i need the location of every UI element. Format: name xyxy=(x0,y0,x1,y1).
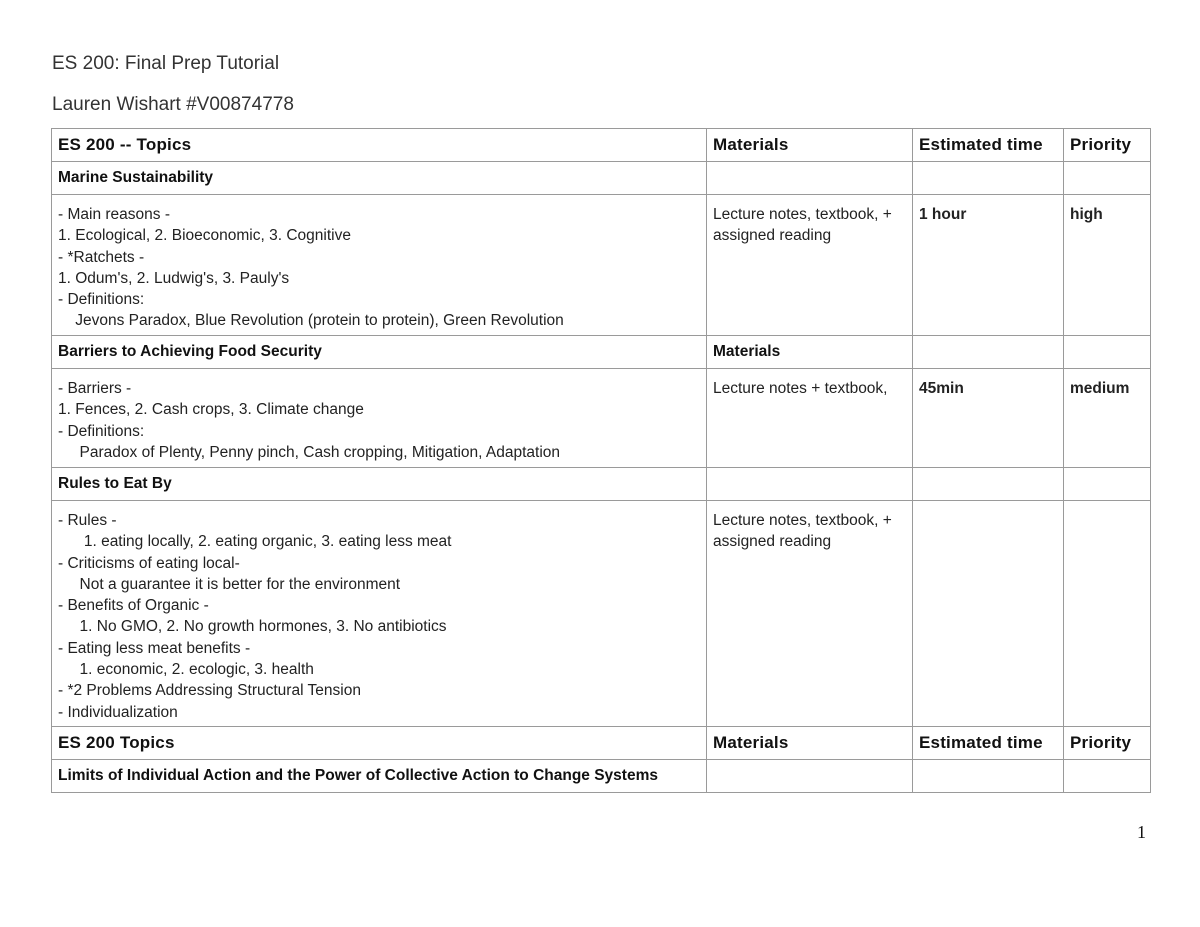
table-header-row xyxy=(52,129,1151,162)
note-line: - Definitions: xyxy=(58,422,145,440)
header-materials: Materials xyxy=(707,727,913,760)
empty-cell xyxy=(707,760,913,793)
section-title-rules: Rules to Eat By xyxy=(52,468,707,501)
materials-cell: Lecture notes, textbook, + assigned reading xyxy=(707,501,913,727)
note-line: 1. Fences, 2. Cash crops, 3. Climate change xyxy=(58,401,364,419)
table-row xyxy=(52,195,1151,336)
section-row-rules xyxy=(52,468,1151,501)
section-row-barriers xyxy=(52,336,1151,369)
priority-cell: medium xyxy=(1064,369,1151,468)
note-line: - Eating less meat benefits - xyxy=(58,639,251,657)
note-line: - Individualization xyxy=(58,703,178,721)
note-line: - *2 Problems Addressing Structural Tension xyxy=(58,682,361,700)
priority-cell: high xyxy=(1064,195,1151,336)
header-topics: ES 200 -- Topics xyxy=(52,129,707,162)
note-line: - Definitions: xyxy=(58,291,145,309)
note-line: 1. No GMO, 2. No growth hormones, 3. No antibiotics xyxy=(58,618,447,636)
header-estimated-time: Estimated time xyxy=(913,129,1064,162)
note-line: 1. Odum's, 2. Ludwig's, 3. Pauly's xyxy=(58,269,290,287)
empty-cell xyxy=(1064,760,1151,793)
note-line: Not a guarantee it is better for the environment xyxy=(58,575,401,593)
header-priority: Priority xyxy=(1064,129,1151,162)
estimated-time-cell xyxy=(913,501,1064,727)
header-estimated-time: Estimated time xyxy=(913,727,1064,760)
section-title-limits: Limits of Individual Action and the Power of Collective Action to Change Systems xyxy=(52,760,707,793)
page-number: 1 xyxy=(1137,822,1146,842)
estimated-time-cell: 1 hour xyxy=(913,195,1064,336)
note-line: - Main reasons - xyxy=(58,206,170,223)
empty-cell xyxy=(1064,336,1151,369)
estimated-time-cell: 45min xyxy=(913,369,1064,468)
header-priority: Priority xyxy=(1064,727,1151,760)
section-title-marine: Marine Sustainability xyxy=(52,162,707,195)
note-line: - Rules - xyxy=(58,512,117,529)
section-materials-heading: Materials xyxy=(707,336,913,369)
empty-cell xyxy=(913,162,1064,195)
empty-cell xyxy=(913,760,1064,793)
empty-cell xyxy=(1064,468,1151,501)
topic-notes-barriers xyxy=(52,369,707,468)
note-line: 1. Ecological, 2. Bioeconomic, 3. Cognitive xyxy=(58,227,351,245)
header-topics: ES 200 Topics xyxy=(52,727,707,760)
note-line: 1. eating locally, 2. eating organic, 3. eating less meat xyxy=(58,533,452,551)
author-line: Lauren Wishart #V00874778 xyxy=(52,94,294,115)
note-line: - Benefits of Organic - xyxy=(58,597,209,615)
table-row xyxy=(52,501,1151,727)
note-line: Jevons Paradox, Blue Revolution (protein to protein), Green Revolution xyxy=(58,312,564,330)
empty-cell xyxy=(913,468,1064,501)
materials-cell: Lecture notes + textbook, xyxy=(707,369,913,468)
note-line: - *Ratchets - xyxy=(58,248,145,266)
empty-cell xyxy=(707,162,913,195)
empty-cell xyxy=(707,468,913,501)
note-line: - Criticisms of eating local- xyxy=(58,554,240,572)
note-line: 1. economic, 2. ecologic, 3. health xyxy=(58,661,314,679)
empty-cell xyxy=(913,336,1064,369)
materials-cell: Lecture notes, textbook, + assigned reading xyxy=(707,195,913,336)
note-line: Paradox of Plenty, Penny pinch, Cash cropping, Mitigation, Adaptation xyxy=(58,443,561,461)
header-materials: Materials xyxy=(707,129,913,162)
empty-cell xyxy=(1064,162,1151,195)
section-title-barriers: Barriers to Achieving Food Security xyxy=(52,336,707,369)
document-title: ES 200: Final Prep Tutorial xyxy=(52,53,280,74)
priority-cell xyxy=(1064,501,1151,727)
table-row xyxy=(52,369,1151,468)
topic-notes-marine xyxy=(52,195,707,336)
table-header-row-2 xyxy=(52,727,1151,760)
note-line: - Barriers - xyxy=(58,380,132,397)
section-row-marine xyxy=(52,162,1151,195)
section-row-limits xyxy=(52,760,1151,793)
topic-notes-rules xyxy=(52,501,707,727)
study-plan-table xyxy=(51,128,1151,793)
